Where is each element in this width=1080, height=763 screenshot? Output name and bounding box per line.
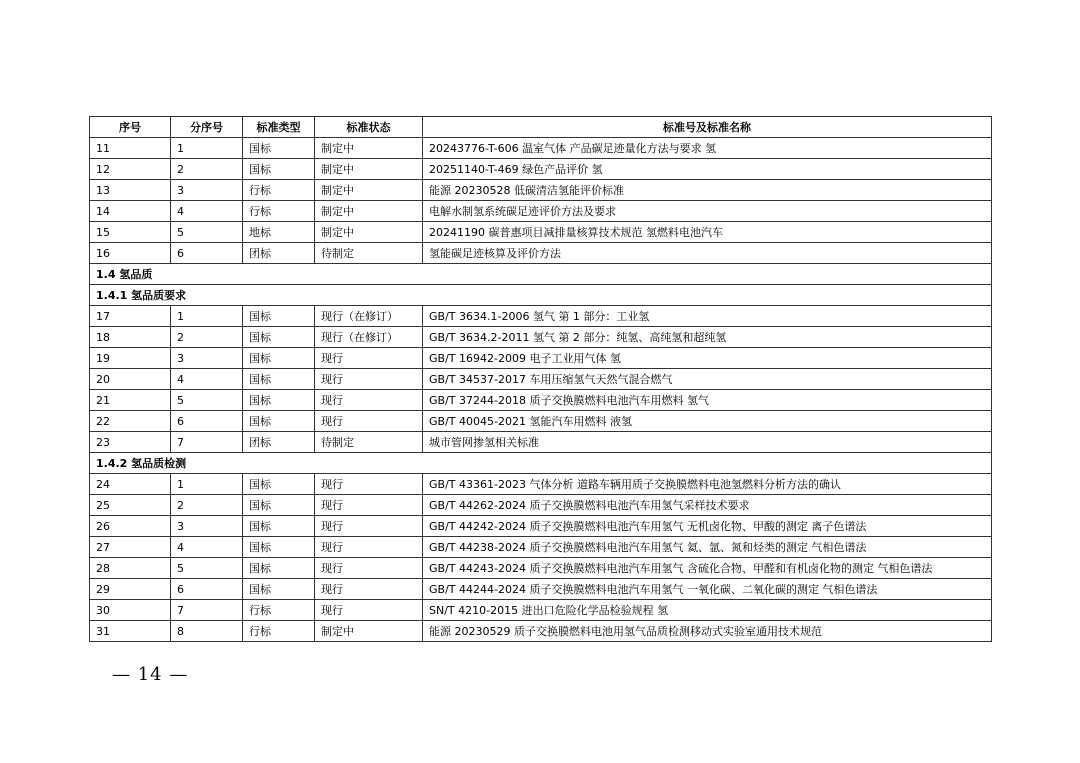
standards-table: [89, 116, 992, 642]
standard-status-cell: 现行: [315, 516, 423, 537]
table-header-row: [90, 117, 992, 138]
sub-serial-number-cell: 4: [171, 369, 243, 390]
standard-status-cell: 现行: [315, 579, 423, 600]
standard-status-cell: 制定中: [315, 180, 423, 201]
table-body: [90, 138, 992, 642]
standard-status-cell: 现行: [315, 390, 423, 411]
sub-serial-number-cell: 7: [171, 600, 243, 621]
standard-name-cell: 20241190 碳普惠项目减排量核算技术规范 氢燃料电池汽车: [423, 222, 992, 243]
serial-number-cell: 31: [90, 621, 171, 642]
section-heading: 1.4.1 氢品质要求: [90, 285, 992, 306]
table-row: [90, 621, 992, 642]
standard-type-cell: 国标: [243, 495, 315, 516]
serial-number-cell: 27: [90, 537, 171, 558]
serial-number-cell: 25: [90, 495, 171, 516]
sub-serial-number-cell: 8: [171, 621, 243, 642]
standard-name-cell: 能源 20230529 质子交换膜燃料电池用氢气品质检测移动式实验室通用技术规范: [423, 621, 992, 642]
standard-status-cell: 制定中: [315, 138, 423, 159]
table-row: [90, 348, 992, 369]
section-heading: 1.4 氢品质: [90, 264, 992, 285]
standard-type-cell: 地标: [243, 222, 315, 243]
standard-status-cell: 现行: [315, 369, 423, 390]
serial-number-cell: 20: [90, 369, 171, 390]
standard-type-cell: 国标: [243, 516, 315, 537]
standard-status-cell: 现行（在修订）: [315, 327, 423, 348]
table-row: [90, 159, 992, 180]
standard-name-cell: GB/T 43361-2023 气体分析 道路车辆用质子交换膜燃料电池氢燃料分析方法的确认: [423, 474, 992, 495]
table-row: [90, 432, 992, 453]
section-heading-row: [90, 453, 992, 474]
standard-status-cell: 制定中: [315, 222, 423, 243]
header-standard-type: 标准类型: [243, 117, 315, 138]
section-heading-row: [90, 264, 992, 285]
table-row: [90, 201, 992, 222]
sub-serial-number-cell: 5: [171, 390, 243, 411]
sub-serial-number-cell: 1: [171, 306, 243, 327]
table-row: [90, 222, 992, 243]
standard-type-cell: 团标: [243, 432, 315, 453]
standard-name-cell: GB/T 37244-2018 质子交换膜燃料电池汽车用燃料 氢气: [423, 390, 992, 411]
standard-name-cell: 能源 20230528 低碳清洁氢能评价标准: [423, 180, 992, 201]
header-standard-name: 标准号及标准名称: [423, 117, 992, 138]
standard-name-cell: 城市管网掺氢相关标准: [423, 432, 992, 453]
page-number: — 14 —: [112, 664, 189, 685]
sub-serial-number-cell: 5: [171, 222, 243, 243]
table-row: [90, 474, 992, 495]
standard-name-cell: 氢能碳足迹核算及评价方法: [423, 243, 992, 264]
serial-number-cell: 14: [90, 201, 171, 222]
standard-name-cell: GB/T 44243-2024 质子交换膜燃料电池汽车用氢气 含硫化合物、甲醛和有机卤化物的测定 气相色谱法: [423, 558, 992, 579]
table-row: [90, 579, 992, 600]
standard-status-cell: 待制定: [315, 243, 423, 264]
sub-serial-number-cell: 4: [171, 201, 243, 222]
serial-number-cell: 26: [90, 516, 171, 537]
standard-type-cell: 国标: [243, 348, 315, 369]
serial-number-cell: 15: [90, 222, 171, 243]
sub-serial-number-cell: 3: [171, 180, 243, 201]
standard-type-cell: 国标: [243, 558, 315, 579]
standard-type-cell: 国标: [243, 411, 315, 432]
serial-number-cell: 19: [90, 348, 171, 369]
table-row: [90, 600, 992, 621]
standard-type-cell: 国标: [243, 138, 315, 159]
standard-type-cell: 国标: [243, 306, 315, 327]
header-serial-number: 序号: [90, 117, 171, 138]
sub-serial-number-cell: 7: [171, 432, 243, 453]
standard-status-cell: 现行: [315, 348, 423, 369]
serial-number-cell: 28: [90, 558, 171, 579]
table-row: [90, 390, 992, 411]
standard-name-cell: GB/T 44242-2024 质子交换膜燃料电池汽车用氢气 无机卤化物、甲酸的测定 离子色谱法: [423, 516, 992, 537]
table-row: [90, 369, 992, 390]
standard-type-cell: 国标: [243, 474, 315, 495]
standard-type-cell: 国标: [243, 390, 315, 411]
serial-number-cell: 24: [90, 474, 171, 495]
table-row: [90, 180, 992, 201]
standard-type-cell: 行标: [243, 201, 315, 222]
standard-name-cell: GB/T 44238-2024 质子交换膜燃料电池汽车用氢气 氦、氩、氮和烃类的测定 气相色谱法: [423, 537, 992, 558]
standard-status-cell: 现行（在修订）: [315, 306, 423, 327]
standard-name-cell: GB/T 16942-2009 电子工业用气体 氢: [423, 348, 992, 369]
serial-number-cell: 22: [90, 411, 171, 432]
table-row: [90, 537, 992, 558]
section-heading-row: [90, 285, 992, 306]
standard-type-cell: 国标: [243, 159, 315, 180]
standard-status-cell: 制定中: [315, 201, 423, 222]
serial-number-cell: 11: [90, 138, 171, 159]
standard-status-cell: 现行: [315, 600, 423, 621]
serial-number-cell: 21: [90, 390, 171, 411]
table-row: [90, 306, 992, 327]
table-row: [90, 558, 992, 579]
sub-serial-number-cell: 3: [171, 516, 243, 537]
serial-number-cell: 30: [90, 600, 171, 621]
sub-serial-number-cell: 2: [171, 327, 243, 348]
serial-number-cell: 13: [90, 180, 171, 201]
sub-serial-number-cell: 5: [171, 558, 243, 579]
serial-number-cell: 23: [90, 432, 171, 453]
table-row: [90, 516, 992, 537]
standard-type-cell: 国标: [243, 369, 315, 390]
sub-serial-number-cell: 2: [171, 495, 243, 516]
serial-number-cell: 12: [90, 159, 171, 180]
standard-status-cell: 现行: [315, 474, 423, 495]
standard-name-cell: GB/T 3634.1-2006 氢气 第 1 部分：工业氢: [423, 306, 992, 327]
standard-type-cell: 团标: [243, 243, 315, 264]
table-row: [90, 243, 992, 264]
standard-status-cell: 现行: [315, 558, 423, 579]
standard-name-cell: GB/T 3634.2-2011 氢气 第 2 部分：纯氢、高纯氢和超纯氢: [423, 327, 992, 348]
sub-serial-number-cell: 3: [171, 348, 243, 369]
standard-type-cell: 国标: [243, 579, 315, 600]
standard-type-cell: 行标: [243, 621, 315, 642]
table-row: [90, 495, 992, 516]
table-row: [90, 138, 992, 159]
standard-name-cell: GB/T 44244-2024 质子交换膜燃料电池汽车用氢气 一氧化碳、二氧化碳的测定 气相色谱法: [423, 579, 992, 600]
standard-name-cell: 20251140-T-469 绿色产品评价 氢: [423, 159, 992, 180]
sub-serial-number-cell: 6: [171, 411, 243, 432]
sub-serial-number-cell: 1: [171, 474, 243, 495]
serial-number-cell: 29: [90, 579, 171, 600]
serial-number-cell: 16: [90, 243, 171, 264]
standard-type-cell: 行标: [243, 180, 315, 201]
standard-name-cell: GB/T 44262-2024 质子交换膜燃料电池汽车用氢气采样技术要求: [423, 495, 992, 516]
sub-serial-number-cell: 2: [171, 159, 243, 180]
sub-serial-number-cell: 6: [171, 243, 243, 264]
serial-number-cell: 18: [90, 327, 171, 348]
section-heading: 1.4.2 氢品质检测: [90, 453, 992, 474]
standard-type-cell: 行标: [243, 600, 315, 621]
sub-serial-number-cell: 6: [171, 579, 243, 600]
standard-status-cell: 现行: [315, 411, 423, 432]
standard-name-cell: GB/T 40045-2021 氢能汽车用燃料 液氢: [423, 411, 992, 432]
standard-type-cell: 国标: [243, 327, 315, 348]
standard-status-cell: 制定中: [315, 621, 423, 642]
sub-serial-number-cell: 4: [171, 537, 243, 558]
serial-number-cell: 17: [90, 306, 171, 327]
header-standard-status: 标准状态: [315, 117, 423, 138]
standard-name-cell: 电解水制氢系统碳足迹评价方法及要求: [423, 201, 992, 222]
standard-status-cell: 待制定: [315, 432, 423, 453]
standard-name-cell: GB/T 34537-2017 车用压缩氢气天然气混合燃气: [423, 369, 992, 390]
standard-name-cell: 20243776-T-606 温室气体 产品碳足迹量化方法与要求 氢: [423, 138, 992, 159]
standard-status-cell: 现行: [315, 537, 423, 558]
header-sub-serial-number: 分序号: [171, 117, 243, 138]
standard-type-cell: 国标: [243, 537, 315, 558]
standard-status-cell: 现行: [315, 495, 423, 516]
sub-serial-number-cell: 1: [171, 138, 243, 159]
standard-name-cell: SN/T 4210-2015 进出口危险化学品检验规程 氢: [423, 600, 992, 621]
table-row: [90, 327, 992, 348]
standard-status-cell: 制定中: [315, 159, 423, 180]
table-row: [90, 411, 992, 432]
